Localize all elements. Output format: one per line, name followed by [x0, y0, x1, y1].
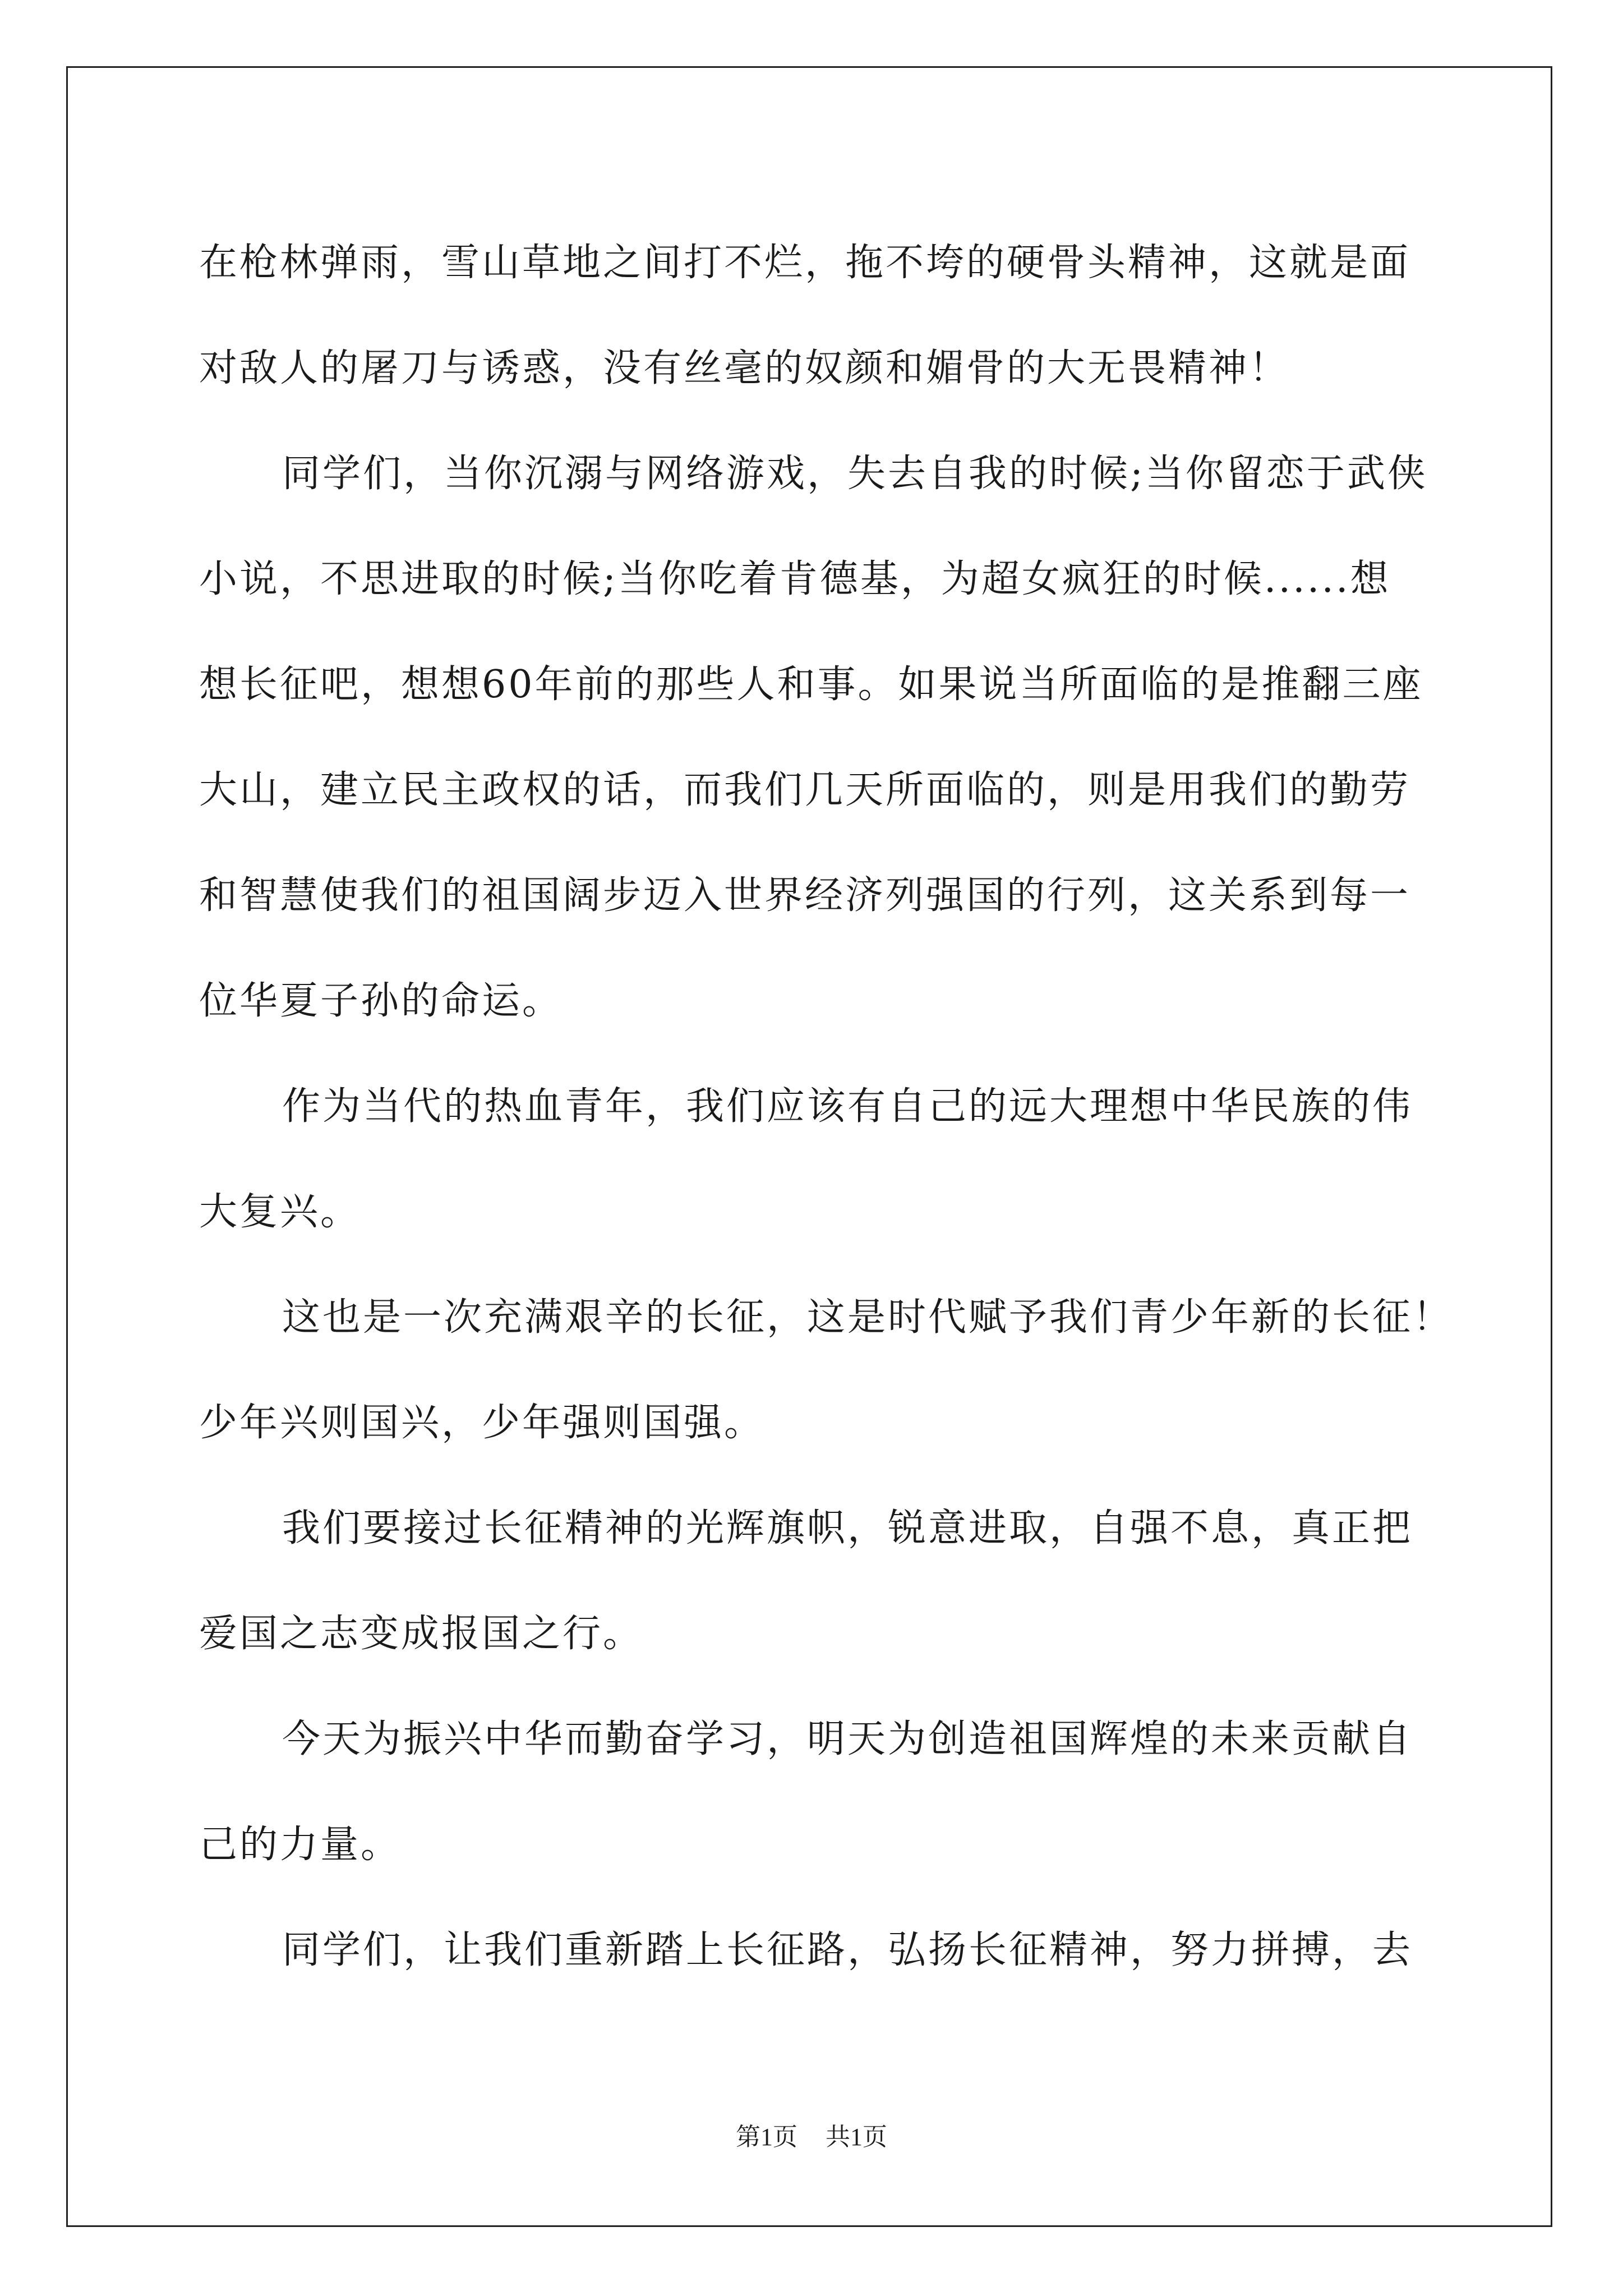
text-line: 想长征吧，想想60年前的那些人和事。如果说当所面临的是推翻三座	[199, 662, 1423, 707]
paragraph	[199, 1898, 1422, 2003]
text-line: 同学们，让我们重新踏上长征路，弘扬长征精神，努力拼搏，去	[282, 1928, 1413, 1972]
text-line: 对敌人的屠刀与诱惑，没有丝毫的奴颜和媚骨的大无畏精神！	[199, 346, 1290, 390]
paragraph	[199, 421, 1428, 1054]
text-line: 我们要接过长征精神的光辉旗帜，锐意进取，自强不息，真正把	[282, 1506, 1413, 1550]
text-line: 作为当代的热血青年，我们应该有自己的远大理想中华民族的伟	[282, 1084, 1413, 1129]
paragraph	[199, 1687, 1422, 1898]
text-line: 己的力量。	[199, 1823, 402, 1867]
text-line: 今天为振兴中华而勤奋学习，明天为创造祖国辉煌的未来贡献自	[282, 1717, 1413, 1761]
text-line: 位华夏子孙的命运。	[199, 979, 563, 1023]
page-footer	[0, 2120, 1623, 2154]
text-line: 少年兴则国兴，少年强则国强。	[199, 1401, 765, 1445]
text-line: 这也是一次充满艰辛的长征，这是时代赋予我们青少年新的长征！	[282, 1295, 1454, 1340]
text-line: 同学们，当你沉溺与网络游戏，失去自我的时候;当你留恋于武侠	[282, 452, 1428, 496]
page-number: 第1页	[736, 2123, 797, 2151]
page-total: 共1页	[826, 2123, 887, 2151]
text-line: 小说，不思进取的时候;当你吃着肯德基，为超女疯狂的时候......想	[199, 557, 1391, 601]
document-body	[199, 210, 1454, 2003]
text-line: 爱国之志变成报国之行。	[199, 1612, 644, 1656]
text-line: 大复兴。	[199, 1190, 361, 1234]
paragraph	[199, 210, 1422, 421]
paragraph	[199, 1265, 1454, 1476]
text-line: 和智慧使我们的祖国阔步迈入世界经济列强国的行列，这关系到每一	[199, 873, 1411, 918]
paragraph	[199, 1476, 1422, 1687]
text-line: 在枪林弹雨，雪山草地之间打不烂，拖不垮的硬骨头精神，这就是面	[199, 241, 1411, 285]
text-line: 大山，建立民主政权的话，而我们几天所面临的，则是用我们的勤劳	[199, 768, 1411, 812]
paragraph	[199, 1054, 1422, 1265]
